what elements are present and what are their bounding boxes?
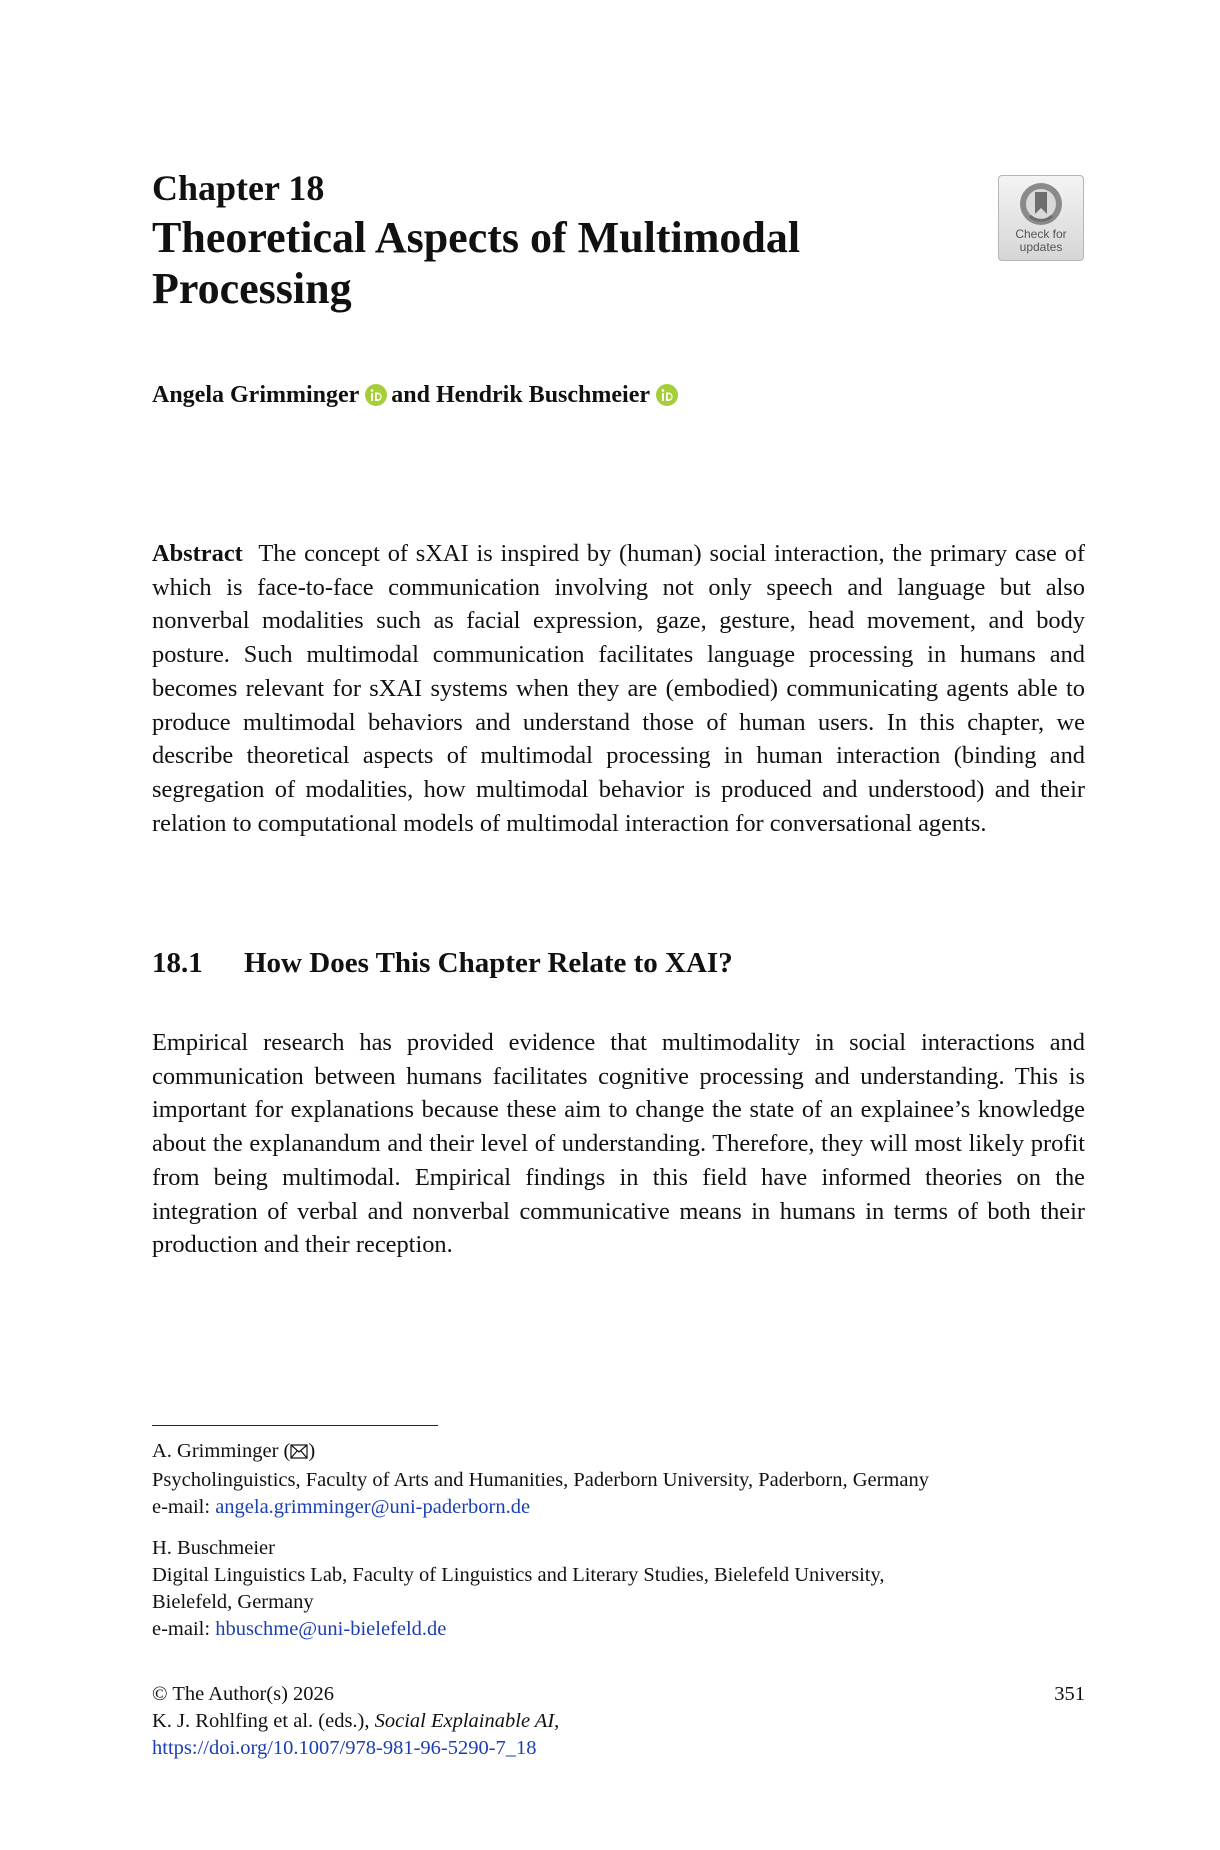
doi-link[interactable]: https://doi.org/10.1007/978-981-96-5290-7_18	[152, 1737, 537, 1759]
chapter-label: Chapter 18	[152, 168, 325, 208]
author-2-footnote	[152, 1535, 1085, 1643]
author-2-email-label: e-mail:	[152, 1618, 216, 1640]
author-connector: and	[391, 382, 430, 408]
check-for-updates-badge[interactable]	[998, 175, 1084, 261]
check-for-updates-icon	[1018, 181, 1064, 227]
copyright: © The Author(s) 2026	[152, 1683, 335, 1705]
section-heading	[152, 945, 733, 981]
author-2-affiliation-line-1: Digital Linguistics Lab, Faculty of Linguistics and Literary Studies, Bielefeld University,	[152, 1564, 885, 1586]
author-2-name: H. Buschmeier	[152, 1537, 275, 1559]
author-2-email-link[interactable]: hbuschme@uni-bielefeld.de	[215, 1618, 447, 1640]
badge-line-1: Check for	[1015, 227, 1067, 241]
abstract-label: Abstract	[152, 540, 243, 567]
orcid-icon[interactable]	[365, 384, 387, 414]
envelope-icon	[290, 1440, 308, 1467]
section-number: 18.1	[152, 947, 203, 979]
editors-suffix: ,	[554, 1710, 560, 1732]
author-1-email-label: e-mail:	[152, 1496, 216, 1518]
author-2-affiliation-line-2: Bielefeld, Germany	[152, 1591, 314, 1613]
author-name-1: Angela Grimminger	[152, 382, 360, 408]
badge-line-2: updates	[1019, 240, 1063, 254]
section-title: How Does This Chapter Relate to XAI?	[244, 947, 733, 979]
book-title: Social Explainable AI	[374, 1710, 555, 1732]
footnote-divider	[152, 1425, 438, 1426]
author-1-name-close: )	[308, 1440, 316, 1462]
author-1-email-link[interactable]: angela.grimminger@uni-paderborn.de	[215, 1496, 531, 1518]
page-number: 351	[1054, 1683, 1085, 1705]
abstract-text: The concept of sXAI is inspired by (human) social interaction, the primary case of which is face-to-face communication involving not only speech and language but also nonverbal modalities such as facial expression, gaze, gesture, head movement, and body posture. Such multimodal communication facilitates language processing in humans and becomes relevant for sXAI systems when they are (embodied) communicating agents able to produce multimodal behaviors and understand those of human users. In this chapter, we describe theoretical aspects of multimodal processing in human interaction (binding and segregation of modalities, how multimodal behavior is produced and understood) and their relation to computational models of multimodal interaction for conversational agents.	[152, 540, 1085, 837]
author-line	[152, 380, 682, 414]
author-1-footnote	[152, 1438, 1085, 1521]
section-paragraph: Empirical research has provided evidence that multimodality in social interactions and communication between humans facilitates cognitive processing and understanding. This is important for explanations because these aim to change the state of an explainee’s knowledge about the explanandum and their level of understanding. Therefore, they will most likely profit from being multimodal. Empirical findings in this field have informed theories on the integration of verbal and nonverbal communicative means in humans in terms of both their production and their reception.	[152, 1029, 1085, 1259]
author-1-affiliation: Psycholinguistics, Faculty of Arts and Humanities, Paderborn University, Paderborn, Germany	[152, 1469, 929, 1491]
abstract	[152, 537, 1085, 840]
publication-info	[152, 1681, 1085, 1762]
chapter-title: Theoretical Aspects of Multimodal Processing	[152, 213, 801, 313]
author-name-2: Hendrik Buschmeier	[436, 382, 650, 408]
editors: K. J. Rohlfing et al. (eds.),	[152, 1710, 375, 1732]
orcid-icon[interactable]	[656, 384, 678, 414]
author-1-name: A. Grimminger (	[152, 1440, 291, 1462]
